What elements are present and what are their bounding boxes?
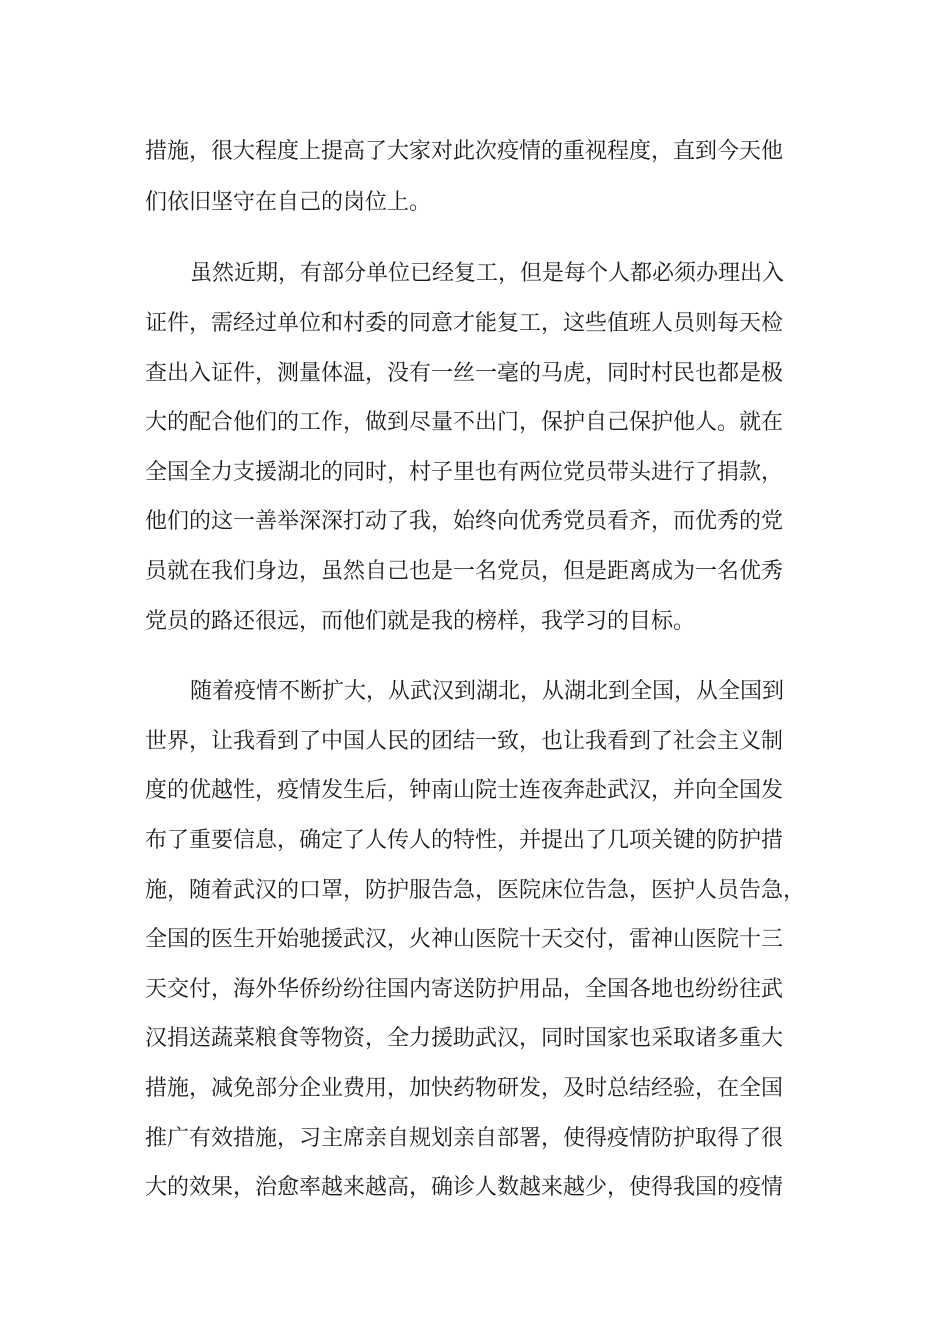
- paragraph-first-line: 随着疫情不断扩大，从武汉到湖北，从湖北到全国，从全国到: [190, 679, 785, 704]
- text-line: 天交付，海外华侨纷纷往国内寄送防护用品，全国各地也纷纷往武: [145, 977, 784, 1002]
- text-line: 大的效果，治愈率越来越高，确诊人数越来越少，使得我国的疫情: [145, 1175, 784, 1200]
- text-line: 们依旧坚守在自己的岗位上。: [145, 190, 432, 215]
- text-line: 施，随着武汉的口罩，防护服告急，医院床位告急，医护人员告急，: [145, 878, 806, 903]
- text-line: 全国全力支援湖北的同时，村子里也有两位党员带头进行了捐款，: [145, 460, 784, 485]
- text-line: 大的配合他们的工作，做到尽量不出门，保护自己保护他人。就在: [145, 410, 784, 435]
- text-line: 度的优越性，疫情发生后，钟南山院士连夜奔赴武汉，并向全国发: [145, 778, 784, 803]
- text-line: 员就在我们身边，虽然自己也是一名党员，但是距离成为一名优秀: [145, 559, 784, 584]
- text-line: 推广有效措施，习主席亲自规划亲自部署，使得疫情防护取得了很: [145, 1126, 784, 1151]
- text-line: 他们的这一善举深深打动了我，始终向优秀党员看齐，而优秀的党: [145, 509, 784, 534]
- text-line: 查出入证件，测量体温，没有一丝一毫的马虎，同时村民也都是极: [145, 361, 784, 386]
- text-line: 党员的路还很远，而他们就是我的榜样，我学习的目标。: [145, 609, 696, 634]
- text-line: 世界，让我看到了中国人民的团结一致，也让我看到了社会主义制: [145, 729, 784, 754]
- text-line: 全国的医生开始驰援武汉，火神山医院十天交付，雷神山医院十三: [145, 927, 784, 952]
- paragraph-first-line: 虽然近期，有部分单位已经复工，但是每个人都必须办理出入: [190, 261, 785, 286]
- text-line: 措施，很大程度上提高了大家对此次疫情的重视程度，直到今天他: [145, 139, 784, 164]
- text-line: 证件，需经过单位和村委的同意才能复工，这些值班人员则每天检: [145, 311, 784, 336]
- text-line: 措施，减免部分企业费用，加快药物研发，及时总结经验，在全国: [145, 1076, 784, 1101]
- text-line: 汉捐送蔬菜粮食等物资，全力援助武汉，同时国家也采取诸多重大: [145, 1026, 784, 1051]
- text-line: 布了重要信息，确定了人传人的特性，并提出了几项关键的防护措: [145, 828, 784, 853]
